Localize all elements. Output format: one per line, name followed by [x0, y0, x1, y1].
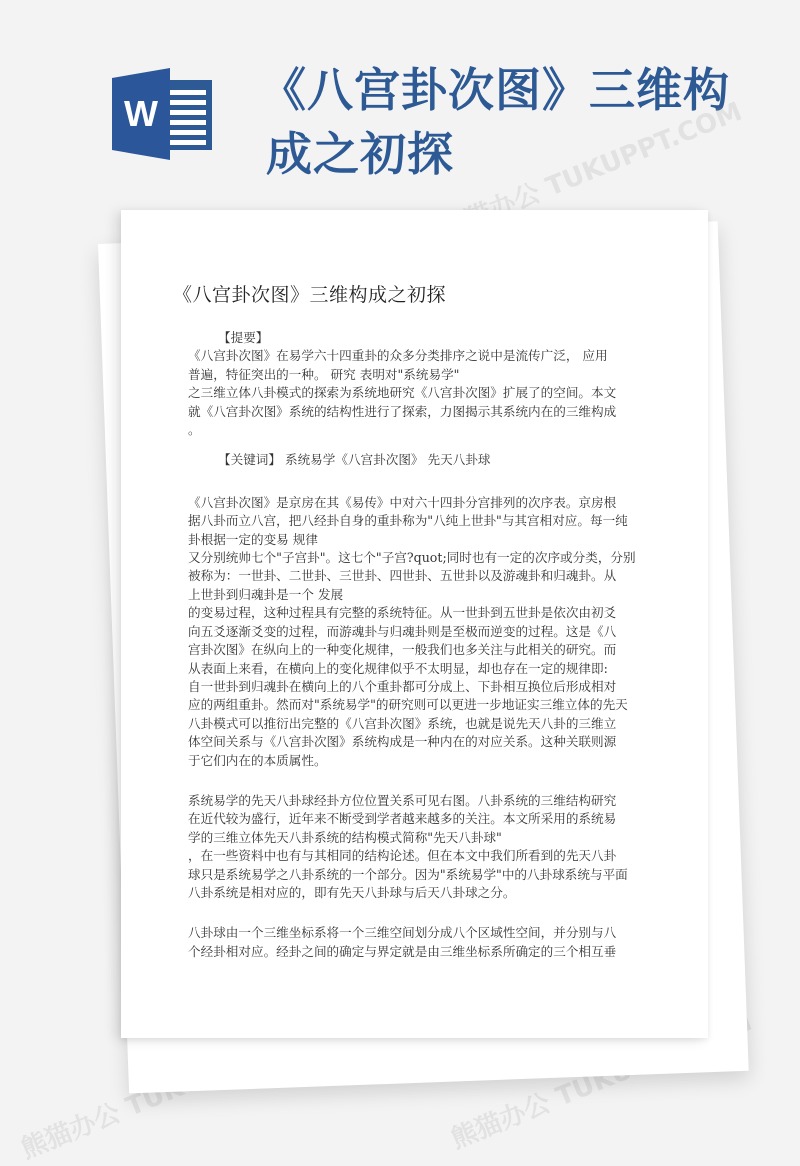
hero-title-line2: 成之初探: [266, 127, 454, 181]
abstract-line: 《八宫卦次图》在易学六十四重卦的众多分类排序之说中是流传广泛， 应用: [188, 348, 608, 364]
paragraph-line: 据八卦而立八宫，把八经卦自身的重卦称为"八纯上世卦"与其宫相对应。每一纯: [188, 513, 628, 529]
paragraph-line: 学的三维立体先天八卦系统的结构模式简称"先天八卦球": [188, 829, 502, 845]
paragraph-line: 宫卦次图》在纵向上的一种变化规律，一般我们也多关注与此相关的研究。而: [188, 642, 617, 658]
paragraph-line: 被称为：一世卦、二世卦、三世卦、四世卦、五世卦以及游魂卦和归魂卦。从: [188, 568, 617, 584]
paragraph-line: 八卦系统是相对应的，即有先天八卦球与后天八卦球之分。: [188, 884, 516, 900]
paragraph-line: 又分别统帅七个"子宫卦"。这七个"子宫?quot;同时也有一定的次序或分类，分别: [188, 550, 636, 566]
hero-title: [260, 58, 736, 186]
abstract-line: 。: [188, 422, 201, 438]
watermark: 熊猫办公 TUKUPPT.COM: [447, 1006, 757, 1155]
paragraph-line: 体空间关系与《八宫卦次图》系统构成是一种内在的对应关系。这种关联则源: [188, 734, 617, 750]
document-page: [121, 210, 708, 1038]
paragraph-line: 从表面上来看，在横向上的变化规律似乎不太明显，却也存在一定的规律即:: [188, 660, 608, 676]
document-title: 《八宫卦次图》三维构成之初探: [173, 284, 447, 306]
paragraph-line: 在近代较为盛行，近年来不断受到学者越来越多的关注。本文所采用的系统易: [188, 811, 617, 827]
watermark: 熊猫办公: [17, 1098, 125, 1165]
paragraph-line: 的变易过程，这种过程具有完整的系统特征。从一世卦到五世卦是依次由初爻: [188, 605, 617, 621]
paragraph-line: 个经卦相对应。经卦之间的确定与界定就是由三维坐标系所确定的三个相互垂: [188, 943, 617, 959]
paragraph-line: 球只是系统易学之八卦系统的一个部分。因为"系统易学"中的八卦球系统与平面: [188, 866, 628, 882]
keywords-line: [188, 451, 648, 469]
paragraph-line: 向五爻逐渐爻变的过程，而游魂卦与归魂卦则是至极而逆变的过程。这是《八: [188, 623, 617, 639]
paragraph-line: 系统易学的先天八卦球经卦方位位置关系可见右图。八卦系统的三维结构研究: [188, 792, 617, 808]
paragraph-line: 《八宫卦次图》是京房在其《易传》中对六十四卦分宫排列的次序表。京房根: [188, 494, 617, 510]
abstract-line: 就《八宫卦次图》系统的结构性进行了探索，力图揭示其系统内在的三维构成: [188, 403, 617, 419]
svg-text:W: W: [124, 93, 158, 134]
paragraph-line: 应的两组重卦。然而对"系统易学"的研究则可以更进一步地证实三维立体的先天: [188, 697, 628, 713]
keywords-value: 系统易学《八宫卦次图》 先天八卦球: [284, 452, 491, 468]
document-body: [188, 329, 648, 961]
watermark: 熊猫办公 TUKUPPT.COM: [437, 96, 747, 245]
paragraph-line: 八卦球由一个三维坐标系将一个三维空间划分成八个区域性空间，并分别与八: [188, 925, 617, 941]
abstract-label: 【提要】: [218, 330, 269, 345]
paragraph-line: 于它们内在的本质属性。: [188, 752, 327, 768]
hero-title-line1: 《八宫卦次图》三维构: [260, 63, 730, 117]
word-document-icon: [112, 68, 216, 160]
abstract-line: 之三维立体八卦模式的探索为系统地研究《八宫卦次图》扩展了的空间。本文: [188, 385, 617, 401]
paragraph-line: ，在一些资料中也有与其相同的结构论述。但在本文中我们所看到的先天八卦: [188, 848, 617, 864]
paragraph-line: 上世卦到归魂卦是一个 发展: [188, 586, 344, 602]
paragraph-line: 自一世卦到归魂卦在横向上的八个重卦都可分成上、下卦相互换位后形成相对: [188, 678, 617, 694]
paragraph-line: 八卦模式可以推衍出完整的《八宫卦次图》系统，也就是说先天八卦的三维立: [188, 715, 617, 731]
abstract-line: 普遍，特征突出的一种。 研究 表明对"系统易学": [188, 366, 460, 382]
keywords-label: 【关键词】: [218, 452, 281, 468]
paragraph-line: 卦根据一定的变易 规律: [188, 531, 318, 547]
